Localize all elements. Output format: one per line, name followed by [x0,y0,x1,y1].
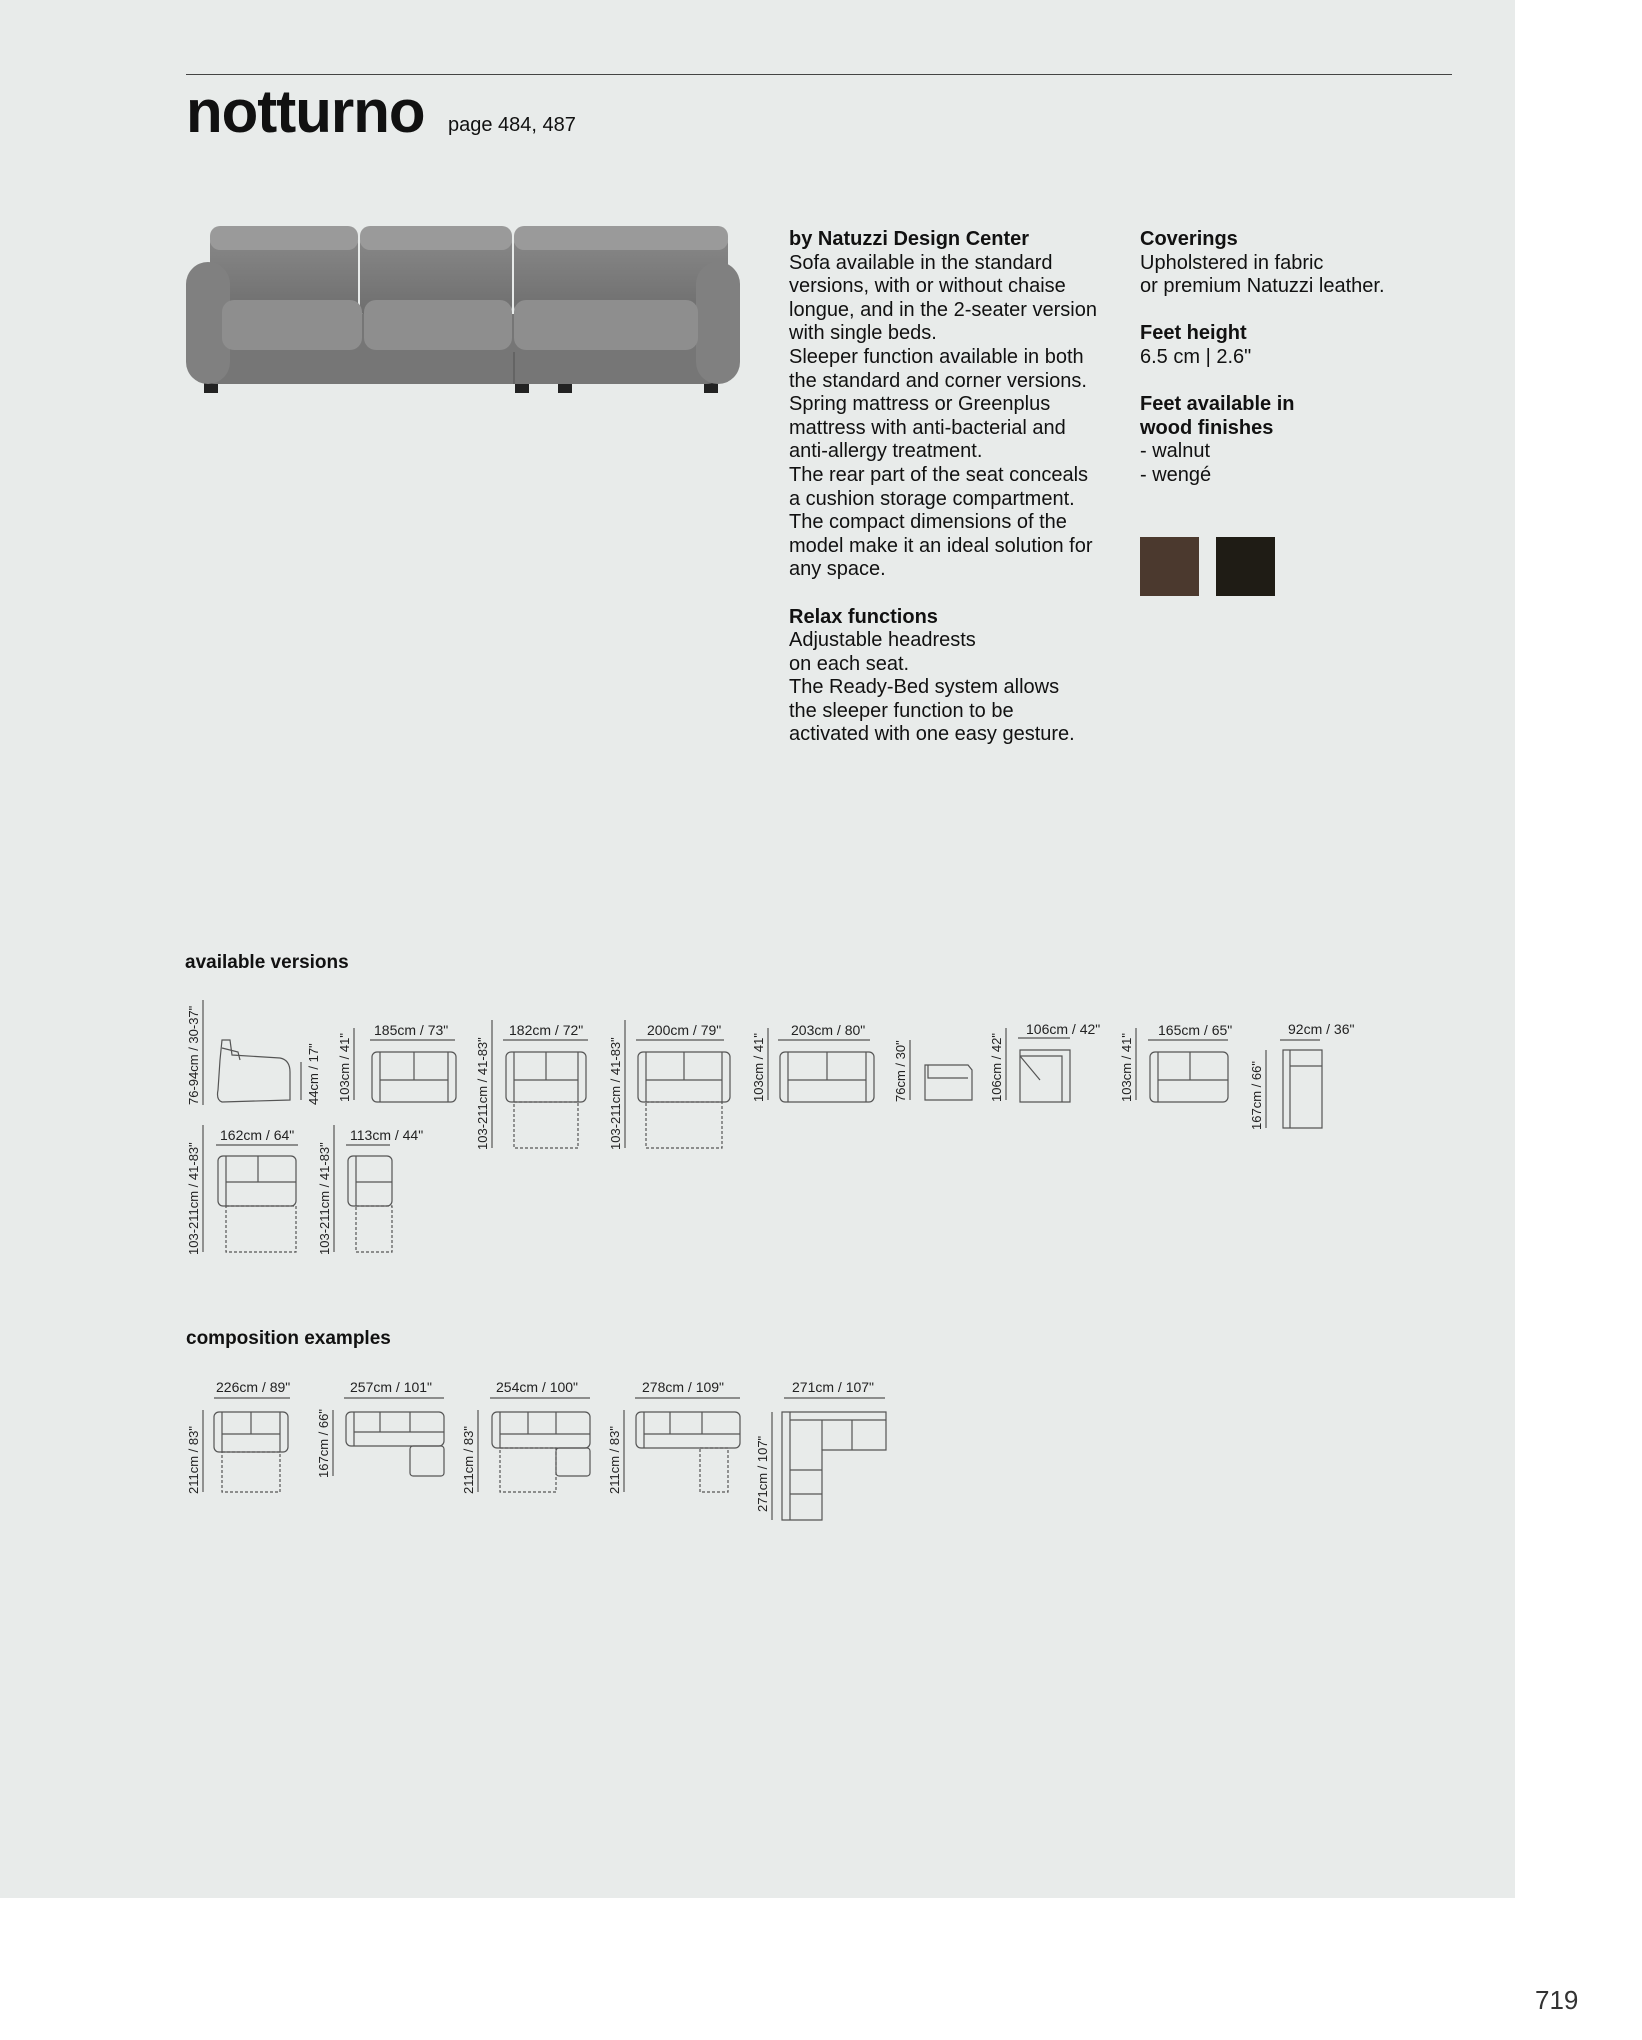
feet-finish-heading: wood finishes [1140,416,1274,439]
description-line: anti-allergy treatment. [789,440,983,463]
feet-height-heading: Feet height [1140,322,1247,345]
composition-diagrams [0,1370,1515,1540]
description-line: Spring mattress or Greenplus [789,393,1051,416]
dimension-label: 103-211cm / 41-83" [186,1142,201,1255]
designer-heading: by Natuzzi Design Center [789,228,1030,250]
dimension-label: 211cm / 83" [186,1426,201,1494]
description-line: model make it an ideal solution for [789,534,1093,557]
relax-line: The Ready-Bed system allows [789,676,1060,699]
dimension-label: 103-211cm / 41-83" [317,1142,332,1255]
dimension-label: 167cm / 66" [316,1409,331,1478]
width-label: 278cm / 109" [642,1379,725,1395]
description-line: the standard and corner versions. [789,369,1087,392]
width-label: 257cm / 101" [350,1379,433,1395]
width-label: 113cm / 44" [350,1127,424,1143]
description-line: any space. [789,558,886,581]
coverings-heading: Coverings [1140,228,1238,250]
width-label: 254cm / 100" [496,1379,579,1395]
width-label: 203cm / 80" [791,1022,866,1038]
dimension-label: 76-94cm / 30-37" [186,1005,201,1105]
dimension-label: 106cm / 42" [989,1033,1004,1102]
description-line: The rear part of the seat conceals [789,463,1089,486]
dimension-label: 103cm / 41" [337,1033,352,1102]
description-line: mattress with anti-bacterial and [789,416,1066,439]
product-title: notturno [186,78,425,145]
coverings-line: Upholstered in fabric [1140,251,1324,274]
relax-line: the sleeper function to be [789,699,1014,722]
coverings-line: or premium Natuzzi leather. [1140,275,1385,298]
width-label: 162cm / 64" [220,1127,295,1143]
dimension-label: 103cm / 41" [751,1033,766,1102]
width-label: 271cm / 107" [792,1379,875,1395]
dimension-label: 103-211cm / 41-83" [475,1037,490,1150]
dimension-label: 103cm / 41" [1119,1033,1134,1102]
description-line: Sofa available in the standard [789,251,1053,274]
available-versions-heading: available versions [185,952,349,973]
feet-height-value: 6.5 cm | 2.6" [1140,345,1252,368]
finish-wenge: - wengé [1140,463,1212,486]
description-line: Sleeper function available in both [789,345,1084,368]
relax-heading: Relax functions [789,605,938,628]
dimension-label: 211cm / 83" [461,1426,476,1494]
width-label: 165cm / 65" [1158,1022,1233,1038]
description-line: longue, and in the 2-seater version [789,298,1097,321]
width-label: 226cm / 89" [216,1379,291,1395]
dimension-label: 167cm / 66" [1249,1061,1264,1130]
dimension-label: 103-211cm / 41-83" [608,1037,623,1150]
width-label: 200cm / 79" [647,1022,722,1038]
finish-walnut: - walnut [1140,440,1211,463]
dimension-label: 44cm / 17" [306,1043,321,1105]
dimension-label: 76cm / 30" [893,1040,908,1102]
dimension-label: 271cm / 107" [755,1435,770,1512]
width-label: 106cm / 42" [1026,1021,1101,1037]
feet-finish-heading: Feet available in [1140,393,1295,416]
width-label: 182cm / 72" [509,1022,584,1038]
page-number: 719 [1535,1985,1579,2015]
dimension-label: 211cm / 83" [607,1426,622,1494]
relax-line: Adjustable headrests [789,629,976,652]
relax-line: on each seat. [789,652,910,675]
relax-line: activated with one easy gesture. [789,723,1075,746]
composition-examples-heading: composition examples [186,1328,391,1349]
description-line: The compact dimensions of the [789,511,1067,534]
description-line: with single beds. [789,322,937,345]
width-label: 92cm / 36" [1288,1021,1355,1037]
description-line: versions, with or without chaise [789,275,1066,298]
page-reference: page 484, 487 [448,114,576,136]
description-line: a cushion storage compartment. [789,487,1075,510]
width-label: 185cm / 73" [374,1022,449,1038]
